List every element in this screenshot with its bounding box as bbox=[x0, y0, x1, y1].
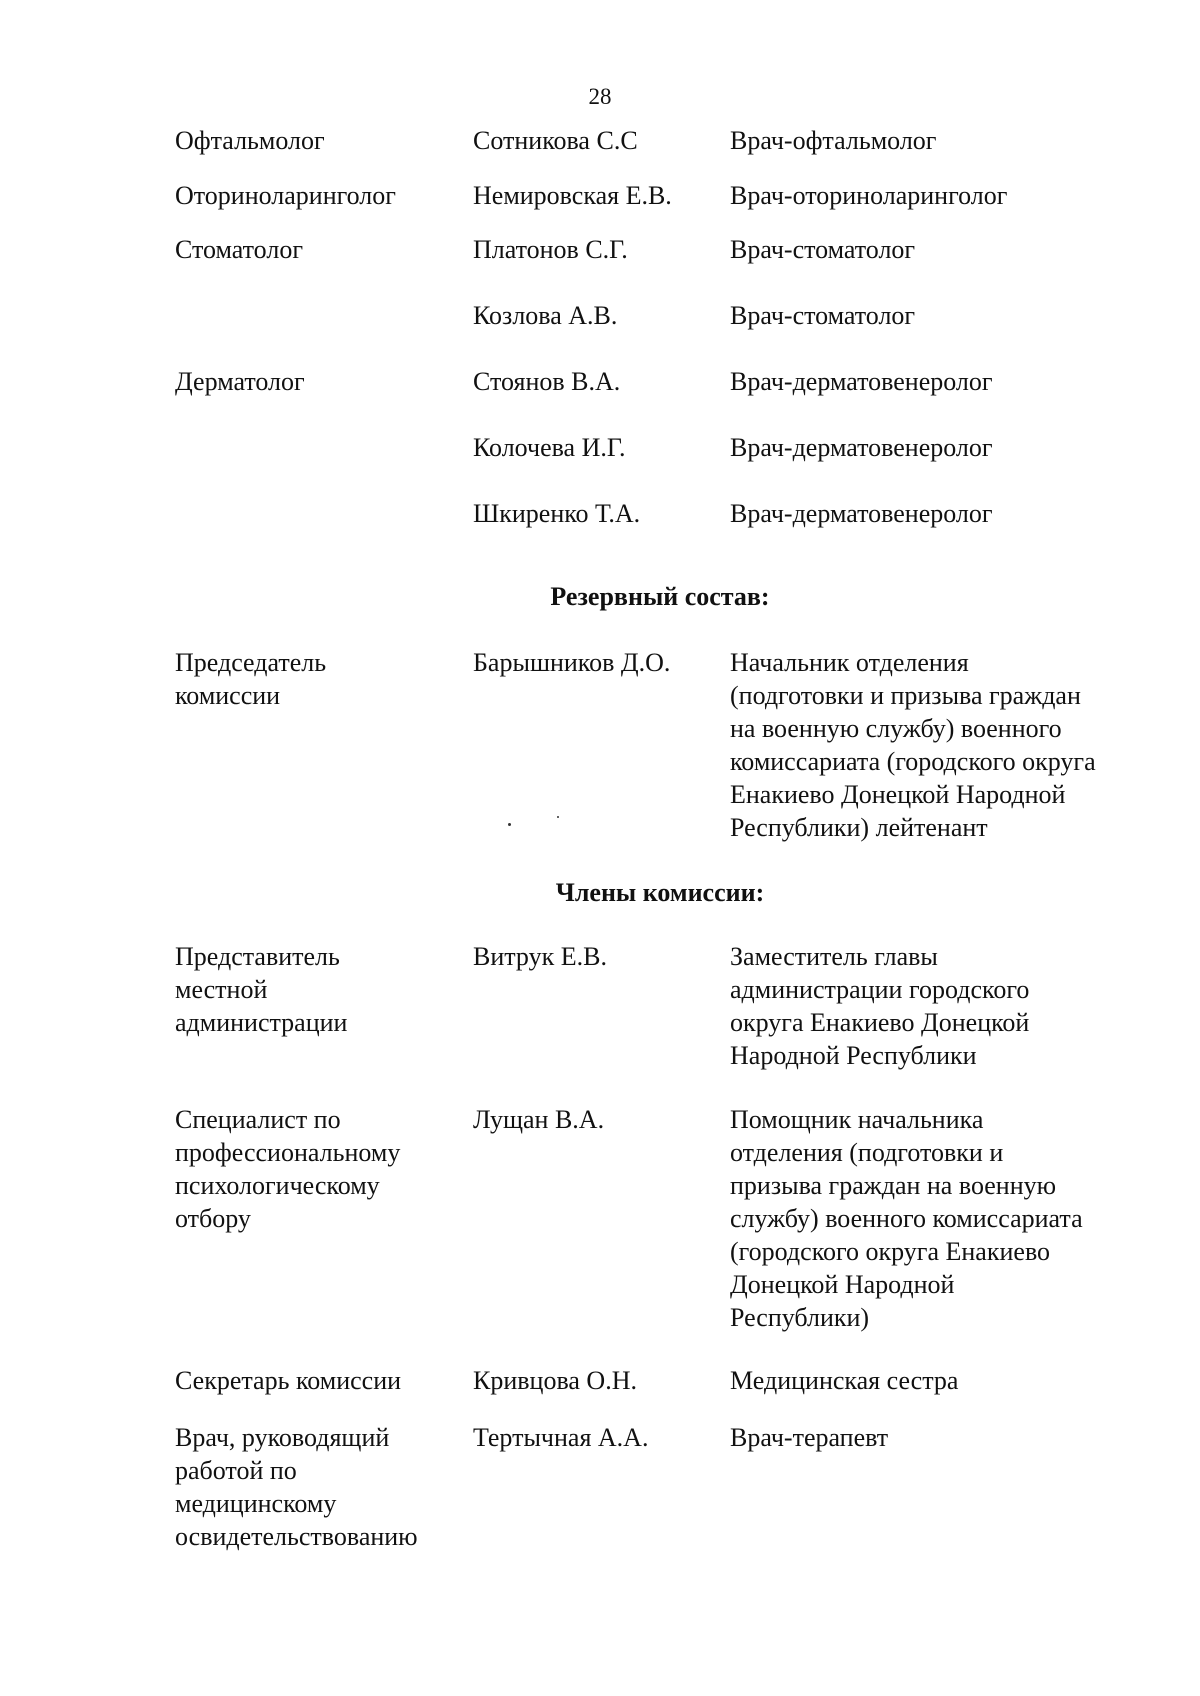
position-cell: Медицинская сестра bbox=[730, 1366, 959, 1395]
role-cell: Представитель местной администрации bbox=[175, 942, 348, 1037]
position-cell: Врач-оториноларинголог bbox=[730, 181, 1008, 210]
name-cell: Лущан В.А. bbox=[473, 1105, 605, 1134]
position-cell: Врач-стоматолог bbox=[730, 235, 916, 264]
name-cell: Шкиренко Т.А. bbox=[473, 499, 641, 528]
position-cell: Врач-стоматолог bbox=[730, 301, 916, 330]
role-cell: Врач, руководящий работой по медицинскому освидетельствованию bbox=[175, 1423, 418, 1551]
position-cell: Заместитель главы администрации городского округа Енакиево Донецкой Народной Республики bbox=[730, 942, 1030, 1070]
position-cell: Помощник начальника отделения (подготовки и призыва граждан на военную службу) военного комиссариата (городского округа Енакиево Донецкой Народной Республики) bbox=[730, 1105, 1083, 1332]
role-cell: Специалист по профессиональному психологическому отбору bbox=[175, 1105, 401, 1233]
reserve-heading: Резервный состав: bbox=[550, 582, 770, 611]
role-cell: Секретарь комиссии bbox=[175, 1366, 402, 1395]
position-cell: Врач-терапевт bbox=[730, 1423, 889, 1452]
name-cell: Козлова А.В. bbox=[473, 301, 618, 330]
position-cell: Врач-дерматовенеролог bbox=[730, 499, 993, 528]
position-cell: Врач-дерматовенеролог bbox=[730, 433, 993, 462]
members-heading: Члены комиссии: bbox=[555, 878, 765, 907]
page-number: 28 bbox=[588, 84, 612, 109]
scan-speck bbox=[557, 816, 559, 818]
name-cell: Сотникова С.С bbox=[473, 126, 638, 155]
position-cell: Врач-дерматовенеролог bbox=[730, 367, 993, 396]
role-cell: Председатель комиссии bbox=[175, 648, 327, 710]
name-cell: Стоянов В.А. bbox=[473, 367, 621, 396]
role-cell: Стоматолог bbox=[175, 235, 303, 264]
name-cell: Тертычная А.А. bbox=[473, 1423, 649, 1452]
role-cell: Оториноларинголог bbox=[175, 181, 396, 210]
role-cell: Офтальмолог bbox=[175, 126, 325, 155]
position-cell: Начальник отделения (подготовки и призыва граждан на военную службу) военного комиссариата (городского округа Енакиево Донецкой Народной Республики) лейтенант bbox=[730, 648, 1096, 842]
role-cell: Дерматолог bbox=[175, 367, 305, 396]
name-cell: Витрук Е.В. bbox=[473, 942, 607, 971]
name-cell: Колочева И.Г. bbox=[473, 433, 626, 462]
scan-speck bbox=[508, 823, 511, 826]
name-cell: Немировская Е.В. bbox=[473, 181, 672, 210]
name-cell: Барышников Д.О. bbox=[473, 648, 671, 677]
name-cell: Кривцова О.Н. bbox=[473, 1366, 637, 1395]
name-cell: Платонов С.Г. bbox=[473, 235, 628, 264]
position-cell: Врач-офтальмолог bbox=[730, 126, 937, 155]
